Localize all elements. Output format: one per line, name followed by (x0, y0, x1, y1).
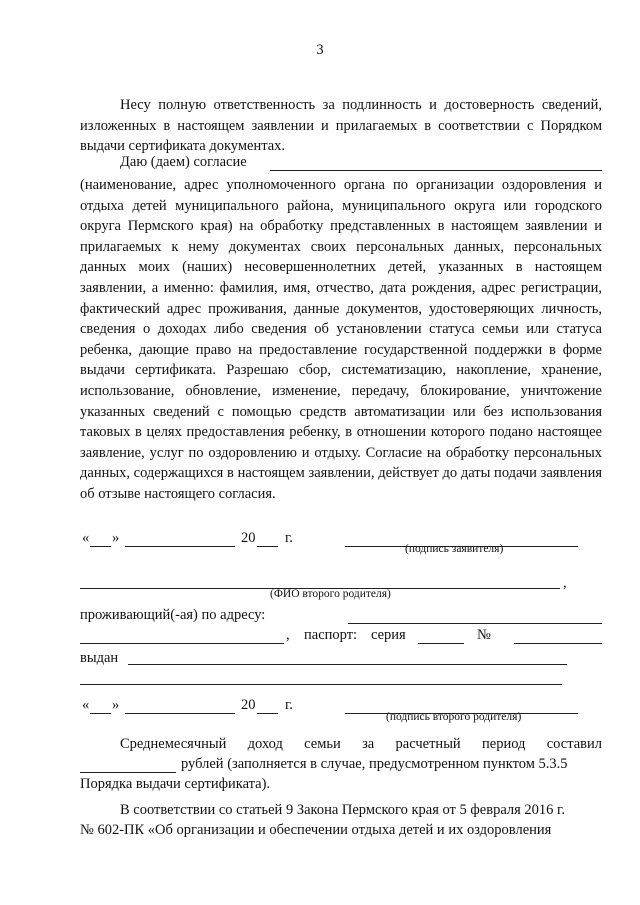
date2-close-quote: » (112, 697, 120, 713)
issued-label: выдан (80, 650, 119, 666)
consent-lead-text: Даю (даем) согласие (120, 154, 247, 170)
date2-year-field[interactable] (257, 713, 278, 714)
authority-name-field[interactable] (270, 170, 602, 171)
date2-year-suffix: г. (285, 697, 293, 713)
date2-year-prefix: 20 (241, 697, 256, 713)
issued-field-line2[interactable] (80, 684, 562, 685)
date1-month-field[interactable] (125, 546, 235, 547)
address-field-line2[interactable] (80, 643, 284, 644)
address-comma: , (286, 627, 290, 643)
passport-label: паспорт: (304, 627, 358, 643)
second-parent-signature-caption: (подпись второго родителя) (386, 711, 522, 723)
issued-field-line1[interactable] (128, 664, 567, 665)
law-text-line1: В соответствии со статьей 9 Закона Пермского края от 5 февраля 2016 г. (120, 802, 565, 818)
date2-month-field[interactable] (125, 713, 235, 714)
date1-close-quote: » (112, 530, 120, 546)
responsibility-paragraph: Несу полную ответственность за подлинность и достоверность сведений, изложенных в настоящем заявлении и прилагаемых в соответствии с Порядком выдачи сертификата документах. (80, 97, 602, 155)
date1-year-field[interactable] (257, 546, 278, 547)
income-text-line2: рублей (заполняется в случае, предусмотренном пунктом 5.3.5 (181, 756, 568, 772)
consent-paragraph: (наименование, адрес уполномоченного органа по организации оздоровления и отдыха детей муниципального района, муниципального округа или городского округа Пермского края) на обработку представленных в настоящем заявлении и прилагаемых к нему документах своих персональных данных, персональных данных моих (наших) несовершеннолетних детей, указанных в настоящем заявлении, а именно: фамилия, имя, отчество, дата рождения, адрес регистрации, фактический адрес проживания, данные документов, удостоверяющих личность, сведения о доходах либо сведения об установлении статуса семьи или статуса ребенка, дающие право на предоставление государственной поддержки в форме выдачи сертификата. Разрешаю сбор, систематизацию, накопление, хранение, использование, обновление, изменение, передачу, блокирование, уничтожение указанных сведений с помощью средств автоматизации или без использования таковых в целях предоставления ребенку, в отношении которого подано настоящее заявление, услуг по оздоровлению и отдыху. Согласие на обработку персональных данных, содержащихся в настоящем заявлении, действует до даты подачи заявления об отзыве настоящего согласия. (80, 177, 602, 502)
date1-year-suffix: г. (285, 530, 293, 546)
name-comma: , (563, 575, 567, 591)
applicant-signature-caption: (подпись заявителя) (405, 543, 504, 555)
date1-year-prefix: 20 (241, 530, 256, 546)
passport-series-label: серия (371, 627, 406, 643)
passport-number-field[interactable] (514, 643, 602, 644)
income-text-line1: Среднемесячный доход семьи за расчетный период составил (120, 736, 602, 752)
page-number: 3 (316, 42, 324, 58)
law-text-line2: № 602-ПК «Об организации и обеспечении отдыха детей и их оздоровления (80, 822, 552, 838)
date1-day-field[interactable] (90, 546, 111, 547)
second-parent-name-caption: (ФИО второго родителя) (270, 588, 391, 600)
date1-open-quote: « (82, 530, 90, 546)
address-field-line1[interactable] (348, 623, 602, 624)
passport-series-field[interactable] (418, 643, 464, 644)
income-text-line3: Порядка выдачи сертификата). (80, 776, 271, 792)
address-label: проживающий(-ая) по адресу: (80, 607, 266, 623)
income-amount-field[interactable] (80, 772, 176, 773)
date2-open-quote: « (82, 697, 90, 713)
passport-number-label: № (477, 627, 491, 643)
date2-day-field[interactable] (90, 713, 111, 714)
